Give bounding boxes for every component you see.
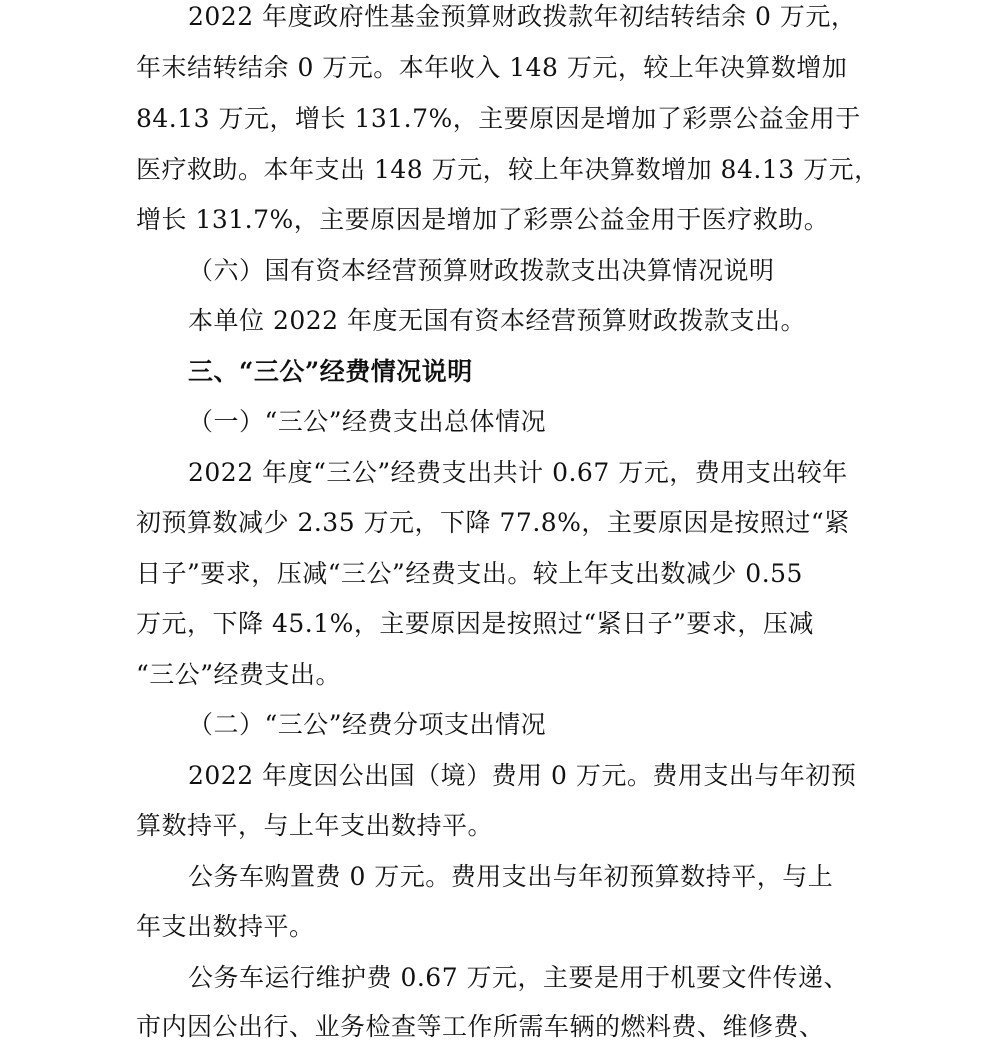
paragraph-line: “三公”经费支出。 [136,660,342,689]
subsection-heading: （六）国有资本经营预算财政拨款支出决算情况说明 [188,256,775,285]
paragraph-line: 算数持平，与上年支出数持平。 [136,811,494,840]
paragraph-line: 日子”要求，压减“三公”经费支出。较上年支出数减少 0.55 [136,559,803,588]
subsection-heading: （一）“三公”经费支出总体情况 [188,407,547,436]
paragraph-line: 84.13 万元，增长 131.7%，主要原因是增加了彩票公益金用于 [136,104,861,133]
subsection-heading: （二）“三公”经费分项支出情况 [188,710,547,739]
paragraph-line: 市内因公出行、业务检查等工作所需车辆的燃料费、维修费、 [136,1012,825,1041]
paragraph-line: 2022 年度政府性基金预算财政拨款年初结转结余 0 万元， [188,2,857,31]
paragraph-line: 2022 年度“三公”经费支出共计 0.67 万元，费用支出较年 [188,458,848,487]
paragraph-line: 本单位 2022 年度无国有资本经营预算财政拨款支出。 [188,306,807,335]
paragraph-line: 2022 年度因公出国（境）费用 0 万元。费用支出与年初预 [188,761,857,790]
section-heading: 三、“三公”经费情况说明 [188,357,473,386]
paragraph-line: 年支出数持平。 [136,912,315,941]
paragraph-line: 医疗救助。本年支出 148 万元，较上年决算数增加 84.13 万元， [136,155,880,184]
paragraph-line: 公务车购置费 0 万元。费用支出与年初预算数持平，与上 [188,862,834,891]
paragraph-line: 增长 131.7%，主要原因是增加了彩票公益金用于医疗救助。 [136,205,830,234]
paragraph-line: 年末结转结余 0 万元。本年收入 148 万元，较上年决算数增加 [136,53,848,82]
paragraph-line: 初预算数减少 2.35 万元，下降 77.8%，主要原因是按照过“紧 [136,508,850,537]
paragraph-line: 公务车运行维护费 0.67 万元，主要是用于机要文件传递、 [188,963,850,992]
paragraph-line: 万元，下降 45.1%，主要原因是按照过“紧日子”要求，压减 [136,609,814,638]
